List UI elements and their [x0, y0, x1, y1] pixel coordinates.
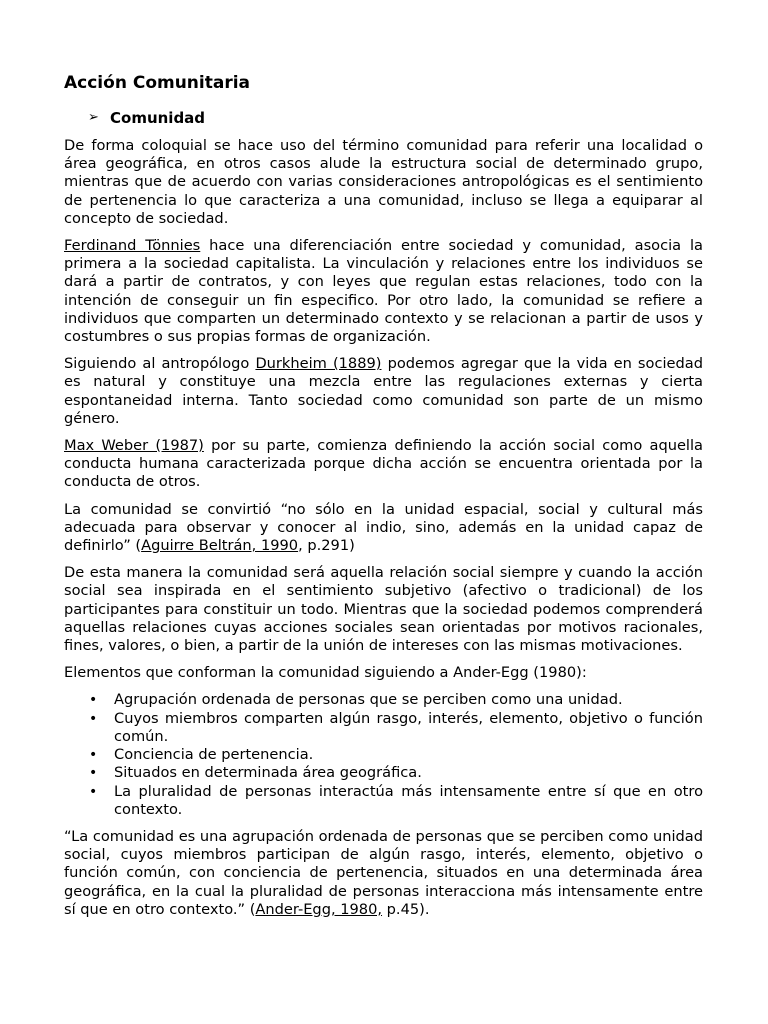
- bullet-icon: •: [89, 783, 98, 800]
- bullet-icon: •: [89, 747, 98, 764]
- paragraph-ander-egg-post: p.45).: [382, 900, 430, 918]
- list-item: [64, 710, 703, 746]
- elements-list: [64, 691, 703, 818]
- section-heading: [88, 108, 703, 128]
- section-heading-label: Comunidad: [110, 109, 206, 127]
- paragraph-durkheim-text: podemos agregar que la vida en sociedad es natural y constituye una mezcla entre las regulaciones externas y cierta espontaneidad interna. Tanto sociedad como comunidad son parte de un mismo género.: [64, 355, 703, 427]
- list-item-text: Conciencia de pertenencia.: [114, 746, 314, 764]
- list-item-text: Situados en determinada área geográfica.: [114, 764, 422, 782]
- list-item-text: Agrupación ordenada de personas que se perciben como una unidad.: [114, 691, 623, 709]
- durkheim-link[interactable]: Durkheim (1889): [255, 355, 382, 373]
- paragraph-aguirre-quote: [64, 501, 703, 556]
- paragraph-durkheim: [64, 355, 703, 428]
- list-item: [64, 746, 703, 764]
- weber-link[interactable]: Max Weber (1987): [64, 437, 204, 455]
- list-item-text: Cuyos miembros comparten algún rasgo, interés, elemento, objetivo o función común.: [114, 709, 703, 745]
- list-item: [64, 764, 703, 782]
- list-item: [64, 691, 703, 709]
- paragraph-durkheim-pre: Siguiendo al antropólogo: [64, 355, 256, 373]
- paragraph-tonnies: [64, 237, 703, 346]
- tonnies-link[interactable]: Ferdinand Tönnies: [64, 237, 201, 255]
- bullet-icon: •: [89, 692, 98, 709]
- paragraph-ander-egg-pre: “La comunidad es una agrupación ordenada de personas que se perciben como unidad social, cuyos miembros participan de algún rasgo, interés, elemento, objetivo o función común, con conciencia de pertenencia, situados en una determinada área geográfica, en la cual la pluralidad de personas interacciona más intensamente entre sí que en otro contexto.” (: [64, 827, 703, 918]
- paragraph-aguirre-pre: La comunidad se convirtió “no sólo en la unidad espacial, social y cultural más adecuada para observar y conocer al indio, sino, además en la unidad capaz de definirlo” (: [64, 500, 703, 555]
- paragraph-tonnies-text: hace una diferenciación entre sociedad y comunidad, asocia la primera a la sociedad capitalista. La vinculación y relaciones entre los individuos se dará a partir de contratos, y con leyes que regulan estas relaciones, todo con la intención de conseguir un fin especifico. Por otro lado, la comunidad se refiere a individuos que comparten un determinado contexto y se relacionan a partir de usos y costumbres o sus propias formas de organización.: [64, 237, 703, 346]
- paragraph-ander-egg-quote: [64, 828, 703, 919]
- paragraph-weber: [64, 437, 703, 492]
- aguirre-link[interactable]: Aguirre Beltrán, 1990: [141, 537, 299, 555]
- paragraph-aguirre-post: , p.291): [298, 537, 355, 555]
- bullet-icon: •: [89, 765, 98, 782]
- ander-egg-link[interactable]: Ander-Egg, 1980,: [255, 900, 383, 918]
- arrow-bullet-icon: ➢: [88, 110, 99, 125]
- page-title: Acción Comunitaria: [64, 73, 251, 93]
- paragraph-intro: De forma coloquial se hace uso del término comunidad para referir una localidad o área geográfica, en otros casos alude la estructura social de determinado grupo, mientras que de acuerdo con varias consideraciones antropológicas es el sentimiento de pertenencia lo que caracteriza a una comunidad, incluso se llega a equiparar al concepto de sociedad.: [64, 137, 703, 227]
- bullet-icon: •: [89, 710, 98, 727]
- list-item: [64, 783, 703, 819]
- paragraph-weber-text: por su parte, comienza definiendo la acción social como aquella conducta humana caracterizada porque dicha acción se encuentra orientada por la conducta de otros.: [64, 437, 703, 491]
- paragraph-elementos-intro: Elementos que conforman la comunidad siguiendo a Ander-Egg (1980):: [64, 664, 587, 682]
- paragraph-comunidad-sociedad: De esta manera la comunidad será aquella relación social siempre y cuando la acción social sea inspirada en el sentimiento subjetivo (afectivo o tradicional) de los participantes para constituir un todo. Mientras que la sociedad podemos comprenderá aquellas relaciones cuyas acciones sociales sean orientadas por motivos racionales, fines, valores, o bien, a partir de la unión de intereses con las mismas motivaciones.: [64, 564, 703, 655]
- list-item-text: La pluralidad de personas interactúa más intensamente entre sí que en otro contexto.: [114, 782, 703, 818]
